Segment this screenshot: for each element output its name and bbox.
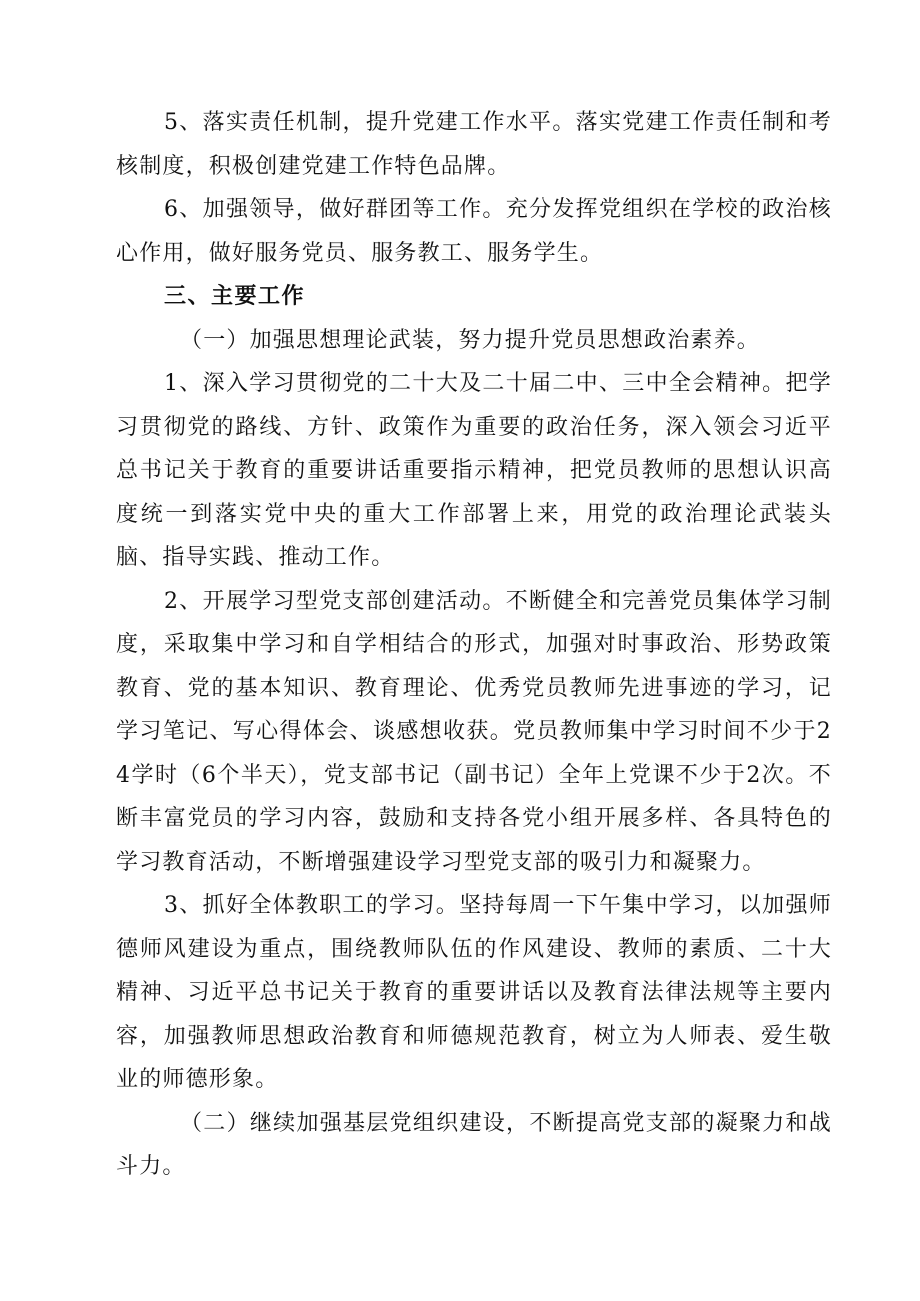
paragraph-study-spirit: 1、深入学习贯彻党的二十大及二十届二中、三中全会精神。把学习贯彻党的路线、方针、政策作为重要的政治任务，深入领会习近平总书记关于教育的重要讲话重要指示精神，把党员教师的思想认识高度统一到落实党中央的重大工作部署上来，用党的政治理论武装头脑、指导实践、推动工作。 [116, 371, 832, 570]
section-heading-main-work: 三、主要工作 [164, 284, 306, 309]
subsection-heading-1: （一）加强思想理论武装，努力提升党员思想政治素养。 [180, 327, 761, 353]
paragraph-item-6: 6、加强领导，做好群团等工作。充分发挥党组织在学校的政治核心作用，做好服务党员、服务教工、服务学生。 [116, 197, 832, 266]
paragraph-staff-study: 3、抓好全体教职工的学习。坚持每周一下午集中学习，以加强师德师风建设为重点，围绕教师队伍的作风建设、教师的素质、二十大精神、习近平总书记关于教育的重要讲话以及教育法律法规等主要内容，加强教师思想政治教育和师德规范教育，树立为人师表、爱生敬业的师德形象。 [116, 893, 832, 1092]
paragraph-learning-branch: 2、开展学习型党支部创建活动。不断健全和完善党员集体学习制度，采取集中学习和自学相结合的形式，加强对时事政治、形势政策教育、党的基本知识、教育理论、优秀党员教师先进事迹的学习，记学习笔记、写心得体会、谈感想收获。党员教师集中学习时间不少于24学时（6个半天），党支部书记（副书记）全年上党课不少于2次。不断丰富党员的学习内容，鼓励和支持各党小组开展多样、各具特色的学习教育活动，不断增强建设学习型党支部的吸引力和凝聚力。 [116, 588, 832, 875]
document-body [116, 101, 832, 1189]
subsection-heading-2: （二）继续加强基层党组织建设，不断提高党支部的凝聚力和战斗力。 [116, 1110, 832, 1179]
paragraph-item-5: 5、落实责任机制，提升党建工作水平。落实党建工作责任制和考核制度，积极创建党建工作特色品牌。 [116, 110, 832, 179]
